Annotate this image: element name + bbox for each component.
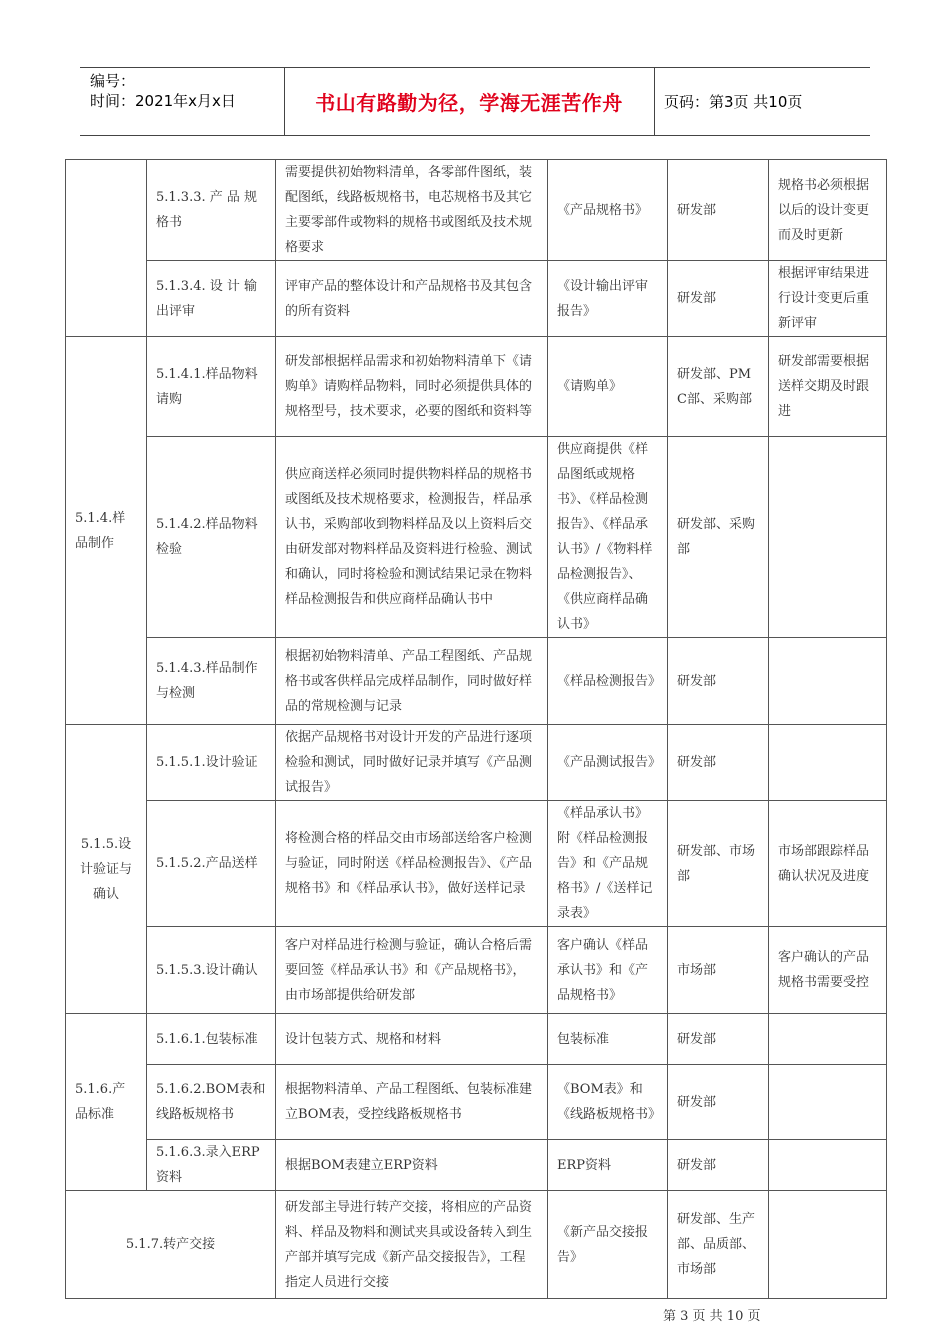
document-cell: 《样品承认书》附《样品检测报告》和《产品规格书》/《送样记录表》 <box>548 801 668 927</box>
document-cell: 《样品检测报告》 <box>548 638 668 725</box>
document-cell: 《设计输出评审报告》 <box>548 261 668 337</box>
table-row <box>66 1014 887 1065</box>
table-row <box>66 638 887 725</box>
department-cell: 研发部 <box>668 160 769 261</box>
department-cell: 研发部 <box>668 1014 769 1065</box>
table-row <box>66 725 887 801</box>
description-cell: 根据BOM表建立ERP资料 <box>276 1140 548 1191</box>
step-cell: 5.1.5.1.设计验证 <box>147 725 276 801</box>
group-cell: 5.1.7.转产交接 <box>66 1191 276 1299</box>
document-cell: 《请购单》 <box>548 337 668 437</box>
department-cell: 研发部、采购部 <box>668 437 769 638</box>
document-cell: 《产品测试报告》 <box>548 725 668 801</box>
note-cell: 市场部跟踪样品确认状况及进度 <box>769 801 887 927</box>
group-cell: 5.1.4.样品制作 <box>66 337 147 725</box>
description-cell: 需要提供初始物料清单，各零部件图纸，装配图纸，线路板规格书，电芯规格书及其它主要零部件或物料的规格书或图纸及技术规格要求 <box>276 160 548 261</box>
step-cell: 5.1.6.1.包装标准 <box>147 1014 276 1065</box>
step-cell: 5.1.3.3. 产 品 规 格书 <box>147 160 276 261</box>
table-row <box>66 337 887 437</box>
document-cell: 《产品规格书》 <box>548 160 668 261</box>
note-cell: 客户确认的产品规格书需要受控 <box>769 927 887 1014</box>
step-cell: 5.1.4.2.样品物料检验 <box>147 437 276 638</box>
department-cell: 研发部 <box>668 261 769 337</box>
header-page-indicator: 页码：第3页 共10页 <box>664 93 803 111</box>
step-cell: 5.1.6.2.BOM表和线路板规格书 <box>147 1065 276 1140</box>
header-meta <box>90 71 280 111</box>
description-cell: 根据物料清单、产品工程图纸、包装标准建立BOM表，受控线路板规格书 <box>276 1065 548 1140</box>
step-cell: 5.1.5.3.设计确认 <box>147 927 276 1014</box>
note-cell <box>769 1191 887 1299</box>
step-cell: 5.1.4.3.样品制作与检测 <box>147 638 276 725</box>
step-cell: 5.1.6.3.录入ERP资料 <box>147 1140 276 1191</box>
department-cell: 研发部、生产部、品质部、市场部 <box>668 1191 769 1299</box>
table-row <box>66 801 887 927</box>
table-row <box>66 1065 887 1140</box>
note-cell: 规格书必须根据以后的设计变更而及时更新 <box>769 160 887 261</box>
doc-time-label: 时间：2021年x月x日 <box>90 92 236 110</box>
document-cell: 供应商提供《样品图纸或规格书》、《样品检测报告》、《样品承认书》/《物料样品检测报告》、《供应商样品确认书》 <box>548 437 668 638</box>
description-cell: 评审产品的整体设计和产品规格书及其包含的所有资料 <box>276 261 548 337</box>
description-cell: 研发部根据样品需求和初始物料清单下《请购单》请购样品物料，同时必须提供具体的规格型号，技术要求，必要的图纸和资料等 <box>276 337 548 437</box>
note-cell <box>769 1065 887 1140</box>
description-cell: 设计包装方式、规格和材料 <box>276 1014 548 1065</box>
table-row <box>66 1140 887 1191</box>
description-cell: 依据产品规格书对设计开发的产品进行逐项检验和测试，同时做好记录并填写《产品测试报告》 <box>276 725 548 801</box>
note-cell <box>769 725 887 801</box>
document-cell: 客户确认《样品承认书》和《产品规格书》 <box>548 927 668 1014</box>
department-cell: 研发部 <box>668 1140 769 1191</box>
document-cell: 《BOM表》和《线路板规格书》 <box>548 1065 668 1140</box>
note-cell <box>769 437 887 638</box>
document-cell: 包装标准 <box>548 1014 668 1065</box>
process-table <box>65 159 887 1299</box>
description-cell: 根据初始物料清单、产品工程图纸、产品规格书或客供样品完成样品制作，同时做好样品的常规检测与记录 <box>276 638 548 725</box>
description-cell: 供应商送样必须同时提供物料样品的规格书或图纸及技术规格要求，检测报告，样品承认书，采购部收到物料样品及以上资料后交由研发部对物料样品及资料进行检验、测试和确认，同时将检验和测试结果记录在物料样品检测报告和供应商样品确认书中 <box>276 437 548 638</box>
group-cell: 5.1.6.产品标准 <box>66 1014 147 1191</box>
note-cell: 根据评审结果进行设计变更后重新评审 <box>769 261 887 337</box>
page-header <box>80 67 870 137</box>
department-cell: 市场部 <box>668 927 769 1014</box>
description-cell: 客户对样品进行检测与验证，确认合格后需要回签《样品承认书》和《产品规格书》，由市场部提供给研发部 <box>276 927 548 1014</box>
department-cell: 研发部 <box>668 638 769 725</box>
note-cell <box>769 1014 887 1065</box>
step-cell: 5.1.5.2.产品送样 <box>147 801 276 927</box>
department-cell: 研发部 <box>668 1065 769 1140</box>
step-cell: 5.1.4.1.样品物料请购 <box>147 337 276 437</box>
page-footer: 第 3 页 共 10 页 <box>663 1309 761 1324</box>
table-row <box>66 437 887 638</box>
department-cell: 研发部 <box>668 725 769 801</box>
table-row <box>66 261 887 337</box>
note-cell: 研发部需要根据送样交期及时跟进 <box>769 337 887 437</box>
group-cell: 5.1.5.设计验证与确认 <box>66 725 147 1014</box>
document-cell: 《新产品交接报告》 <box>548 1191 668 1299</box>
description-cell: 研发部主导进行转产交接，将相应的产品资料、样品及物料和测试夹具或设备转入到生产部并填写完成《新产品交接报告》，工程指定人员进行交接 <box>276 1191 548 1299</box>
description-cell: 将检测合格的样品交由市场部送给客户检测与验证，同时附送《样品检测报告》、《产品规格书》和《样品承认书》，做好送样记录 <box>276 801 548 927</box>
header-motto: 书山有路勤为径，学海无涯苦作舟 <box>315 91 623 115</box>
step-cell: 5.1.3.4. 设 计 输 出评审 <box>147 261 276 337</box>
table-row <box>66 160 887 261</box>
department-cell: 研发部、市场部 <box>668 801 769 927</box>
doc-number-label: 编号： <box>90 72 136 90</box>
department-cell: 研发部、PMC部、采购部 <box>668 337 769 437</box>
header-divider <box>654 67 655 136</box>
note-cell <box>769 638 887 725</box>
table-row <box>66 927 887 1014</box>
note-cell <box>769 1140 887 1191</box>
table-row <box>66 1191 887 1299</box>
group-cell <box>66 160 147 337</box>
document-cell: ERP资料 <box>548 1140 668 1191</box>
